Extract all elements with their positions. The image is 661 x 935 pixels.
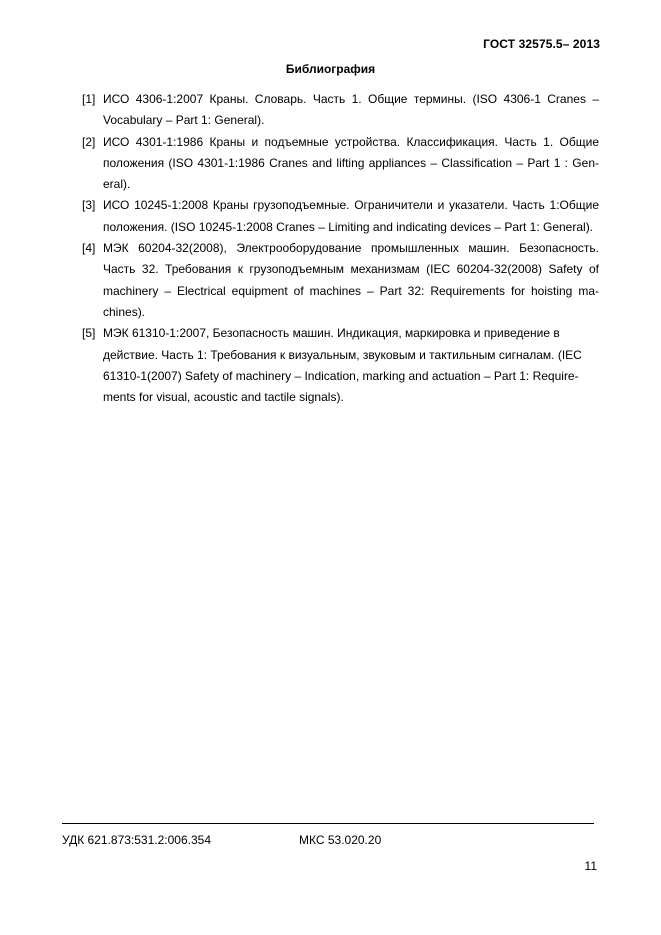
udc-code: УДК 621.873:531.2:006.354 [62,833,211,847]
entry-number: [2] [82,134,96,149]
bibliography-list [82,89,599,408]
entry-text: ИСО 4306-1:2007 Краны. Словарь. Часть 1. Общие термины. (ISO 4306-1 Cranes – Vocabulary – Part 1: General). [103,92,599,128]
standard-code: ГОСТ 32575.5– 2013 [483,37,600,51]
bibliography-entry [82,238,599,323]
entry-number: [5] [82,326,96,341]
mks-code: МКС 53.020.20 [299,833,382,847]
entry-text: ИСО 4301-1:1986 Краны и подъемные устройства. Классификация. Часть 1. Общие положения (ISO 4301-1:1986 Cranes and lifting appliances – Classification – Part 1 : General). [103,134,599,192]
entry-number: [1] [82,92,96,106]
bibliography-entry [82,89,599,132]
footer-divider [62,823,594,824]
entry-number: [4] [82,241,96,256]
entry-text: МЭК 61310-1:2007, Безопасность машин. Индикация, маркировка и приведение в действие. Часть 1: Требования к визуальным, звуковым и тактильным сигналам. (IEC 61310-1(2007) Safety of machinery – Indication, marking and actuation – Part 1: Requirements for visual, acoustic and tactile signals). [103,326,582,405]
bibliography-entry [82,195,599,238]
page-title: Библиография [285,62,376,76]
entry-text: МЭК 60204-32(2008), Электрооборудование промышленных машин. Безопасность. Часть 32. Требования к грузоподъемным механизмам (IEC 60204-32(2008) Safety of machinery – Electrical equipment of machines – Part 32: Requirements for hoisting machines). [103,241,599,319]
bibliography-entry [82,132,599,196]
bibliography-entry [82,323,599,408]
entry-text: ИСО 10245-1:2008 Краны грузоподъемные. Ограничители и указатели. Часть 1:Общие положения. (ISO 10245-1:2008 Cranes – Limiting and indicating devices – Part 1: General). [103,198,599,234]
entry-number: [3] [82,198,96,213]
page-number: 11 [584,859,597,873]
